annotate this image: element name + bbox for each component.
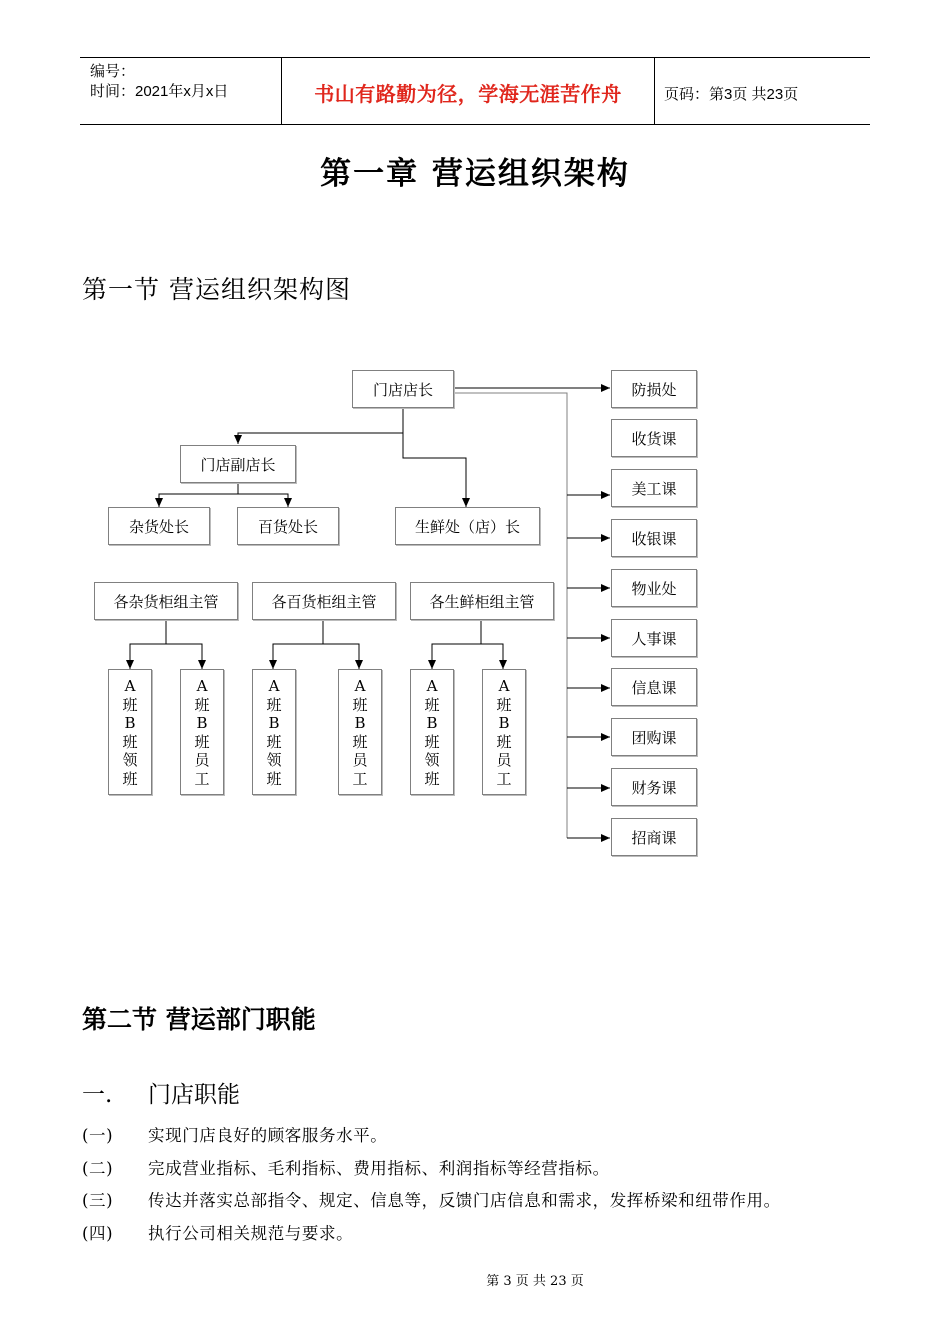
list-item-number: (四) — [82, 1224, 114, 1243]
org-box-team-leaders: A 班 B 班 领 班 — [410, 669, 454, 795]
page-number-label: 页码：第3页 共23页 — [664, 86, 799, 103]
list-item-text: 完成营业指标、毛利指标、费用指标、利润指标等经营指标。 — [148, 1159, 610, 1178]
org-box-dept: 招商课 — [611, 818, 697, 856]
list-item-text: 传达并落实总部指令、规定、信息等，反馈门店信息和需求，发挥桥梁和纽带作用。 — [148, 1191, 781, 1210]
org-box-general-head: 百货处长 — [237, 507, 339, 545]
org-box-team-staff: A 班 B 班 员 工 — [482, 669, 526, 795]
list-item — [82, 1187, 781, 1211]
list-item — [82, 1155, 610, 1179]
chapter-title: 第一章 营运组织架构 — [320, 156, 630, 192]
org-box-general-supervisors: 各百货柜组主管 — [252, 582, 396, 620]
org-box-fresh-head: 生鲜处（店）长 — [395, 507, 540, 545]
section-title: 第一节 营运组织架构图 — [82, 275, 351, 304]
list-item — [82, 1220, 353, 1244]
org-box-team-staff: A 班 B 班 员 工 — [180, 669, 224, 795]
org-box-dept: 物业处 — [611, 569, 697, 607]
doc-number-label: 编号： — [90, 63, 136, 80]
org-box-team-staff: A 班 B 班 员 工 — [338, 669, 382, 795]
org-box-dept: 信息课 — [611, 668, 697, 706]
list-item-number: (三) — [82, 1191, 114, 1210]
org-box-team-leaders: A 班 B 班 领 班 — [108, 669, 152, 795]
subsection-title: 门店职能 — [148, 1082, 240, 1108]
org-box-dept: 人事课 — [611, 619, 697, 657]
list-item-text: 执行公司相关规范与要求。 — [148, 1224, 354, 1243]
org-box-grocery-head: 杂货处长 — [108, 507, 210, 545]
page-footer: 第 3 页 共 23 页 — [486, 1274, 584, 1289]
org-box-dept: 美工课 — [611, 469, 697, 507]
org-box-team-leaders: A 班 B 班 领 班 — [252, 669, 296, 795]
list-item-text: 实现门店良好的顾客服务水平。 — [148, 1126, 388, 1145]
subsection-number: 一. — [82, 1082, 113, 1108]
org-box-vice-manager: 门店副店长 — [180, 445, 296, 483]
header-motto: 书山有路勤为径，学海无涯苦作舟 — [314, 82, 622, 106]
list-item — [82, 1122, 387, 1146]
doc-time-label: 时间：2021年x月x日 — [90, 83, 229, 100]
org-box-store-manager: 门店店长 — [352, 370, 454, 408]
list-item-number: (一) — [82, 1126, 114, 1145]
org-box-dept: 团购课 — [611, 718, 697, 756]
org-box-fresh-supervisors: 各生鲜柜组主管 — [410, 582, 554, 620]
org-box-grocery-supervisors: 各杂货柜组主管 — [94, 582, 238, 620]
org-box-dept: 财务课 — [611, 768, 697, 806]
list-item-number: (二) — [82, 1159, 114, 1178]
org-box-dept: 收银课 — [611, 519, 697, 557]
section-title: 第二节 营运部门职能 — [82, 1005, 316, 1034]
subsection-heading — [82, 1076, 240, 1109]
org-box-dept: 防损处 — [611, 370, 697, 408]
org-box-dept: 收货课 — [611, 419, 697, 457]
